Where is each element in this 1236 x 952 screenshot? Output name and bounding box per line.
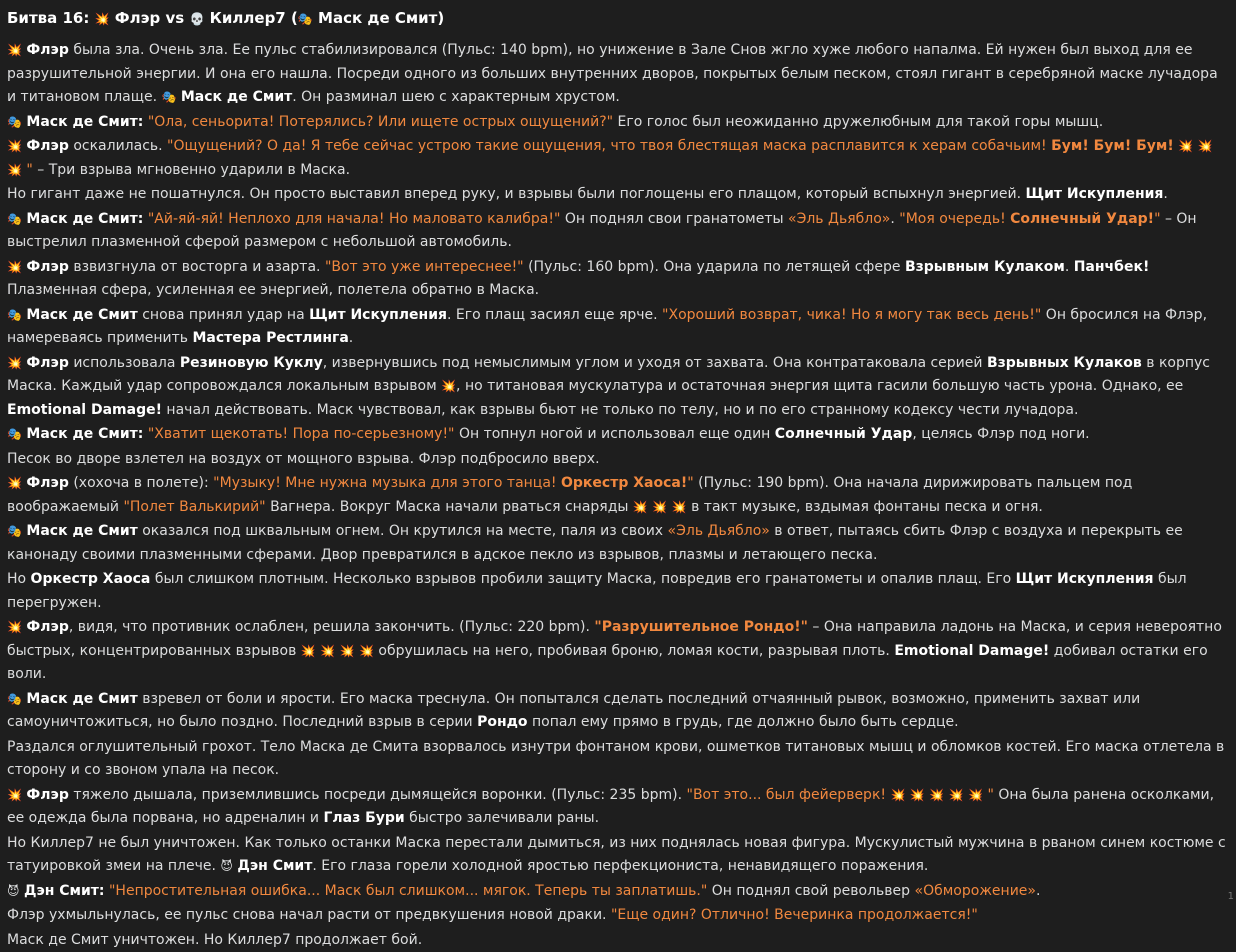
story-paragraph (7, 568, 1226, 615)
narrative-text: Он бросился на Флэр, намереваясь применить (7, 307, 1207, 347)
story-paragraph (7, 256, 1226, 303)
mask-icon: 🎭 (7, 212, 22, 226)
narrative-text: Но гигант даже не пошатнулся. Он просто выставил вперед руку, и взрывы были поглощены его плащом, который вспыхнул энергией. (7, 186, 1026, 202)
bold-term: Флэр (26, 619, 68, 635)
explosion-icon: 💥 (301, 644, 316, 658)
explosion-icon: 💥 (340, 644, 355, 658)
narrative-text: оказался под шквальным огнем. Он крутился на месте, паля из своих (138, 523, 668, 539)
story-paragraph (7, 111, 1226, 135)
explosion-icon: 💥 (320, 644, 335, 658)
quote-text: "Вот это... был фейерверк! (687, 787, 891, 803)
explosion-icon: 💥 (652, 500, 667, 514)
narrative-text: – Она направила ладонь на Маска, и серия невероятно быстрых, концентрированных взрывов (7, 619, 1222, 659)
narrative-text: Он топнул ногой и использовал еще один (455, 426, 775, 442)
mask-icon: 🎭 (7, 692, 22, 706)
quote-text: " (983, 787, 994, 803)
quote-text: "Хороший возврат, чика! Но я могу так весь день!" (662, 307, 1041, 323)
story-paragraph (7, 39, 1226, 110)
quote-text: «Эль Дьябло» (668, 523, 770, 539)
explosion-icon: 💥 (910, 788, 925, 802)
bold-term: Взрывным Кулаком (905, 259, 1065, 275)
story-paragraph (7, 929, 1226, 952)
bold-term: Солнечный Удар (775, 426, 913, 442)
explosion-icon: 💥 (7, 476, 22, 490)
narrative-text: – Он выстрелил плазменной сферой размером с небольшой автомобиль. (7, 211, 1197, 251)
explosion-icon: 💥 (441, 379, 456, 393)
mask-icon: 🎭 (7, 115, 22, 129)
bold-term: Маск де Смит (26, 691, 137, 707)
bold-term: Флэр (26, 138, 68, 154)
explosion-icon: 💥 (7, 163, 22, 177)
narrative-text: взревел от боли и ярости. Его маска треснула. Он попытался сделать последний отчаянный рывок, возможно, применить захват или самоуничтожиться, но было поздно. Последний взрыв в серии (7, 691, 1140, 731)
bold-term: Щит Искупления (1026, 186, 1164, 202)
bold-term: Оркестр Хаоса (31, 571, 151, 587)
story-paragraph (7, 688, 1226, 735)
narrative-text: Вагнера. Вокруг Маска начали рваться снаряды (266, 499, 633, 515)
narrative-text: тяжело дышала, приземлившись посреди дымящейся воронки. (Пульс: 235 bpm). (69, 787, 687, 803)
bold-term: Панчбек! (1074, 259, 1150, 275)
quote-text: "Ола, сеньорита! Потерялись? Или ищете острых ощущений?" (148, 114, 613, 130)
story-paragraph (7, 736, 1226, 783)
bold-term: Дэн Смит (237, 858, 312, 874)
narrative-text: . (1036, 883, 1040, 899)
story-paragraph (7, 832, 1226, 879)
narrative-text: попал ему прямо в грудь, где должно было быть сердце. (528, 714, 959, 730)
narrative-text: быстро залечивали раны. (405, 810, 599, 826)
narrative-text: в такт музыке, вздымая фонтаны песка и огня. (687, 499, 1043, 515)
bold-quote-text: Оркестр Хаоса! (561, 475, 687, 491)
narrative-text: . (349, 330, 353, 346)
story-paragraph (7, 784, 1226, 831)
devil-icon: 😈 (7, 884, 20, 898)
story-paragraph (7, 520, 1226, 567)
bold-term: Мастера Рестлинга (192, 330, 348, 346)
bold-term: Флэр (26, 42, 68, 58)
quote-text: "Музыку! Мне нужна музыка для этого танца! (213, 475, 561, 491)
bold-term: Маск де Смит: (26, 211, 143, 227)
bold-term: Рондо (477, 714, 527, 730)
narrative-text: . Он разминал шею с характерным хрустом. (292, 89, 620, 105)
devil-icon: 😈 (220, 859, 233, 873)
paren-close: ) (437, 9, 444, 27)
quote-text: "Ай-яй-яй! Неплохо для начала! Но маловато калибра!" (148, 211, 561, 227)
quote-text: "Непростительная ошибка... Маск был слишком... мягок. Теперь ты заплатишь." (109, 883, 707, 899)
bold-term: Маск де Смит (26, 307, 137, 323)
bold-quote-text: Солнечный Удар! (1010, 211, 1154, 227)
bold-term: Флэр (26, 259, 68, 275)
bold-term: Щит Искупления (309, 307, 447, 323)
narrative-text: Флэр ухмыльнулась, ее пульс снова начал расти от предвкушения новой драки. (7, 907, 611, 923)
narrative-text: Раздался оглушительный грохот. Тело Маска де Смита взорвалось изнутри фонтаном крови, ошметков титановых мышц и обломков костей. Его маска отлетела в сторону и со звоном упала на песок. (7, 739, 1224, 779)
bold-term: Маск де Смит (26, 523, 137, 539)
quote-text: "Хватит щекотать! Пора по-серьезному!" (148, 426, 455, 442)
narrative-text: . Его глаза горели холодной яростью перфекциониста, ненавидящего поражения. (312, 858, 928, 874)
narrative-text: Песок во дворе взлетел на воздух от мощного взрыва. Флэр подбросило вверх. (7, 451, 600, 467)
explosion-icon: 💥 (890, 788, 905, 802)
mask-icon: 🎭 (161, 90, 176, 104)
narrative-text: – Три взрыва мгновенно ударили в Маска. (33, 162, 350, 178)
story-paragraph (7, 448, 1226, 472)
story-paragraph (7, 904, 1226, 928)
mask-icon: 🎭 (7, 427, 22, 441)
story-paragraph (7, 423, 1226, 447)
bold-quote-text: "Разрушительное Рондо!" (594, 619, 808, 635)
story-paragraph (7, 304, 1226, 351)
narrative-text: . (890, 211, 899, 227)
bold-term: Флэр (26, 475, 68, 491)
bold-term: Флэр (26, 787, 68, 803)
explosion-icon: 💥 (672, 500, 687, 514)
story-paragraph (7, 352, 1226, 423)
story-paragraph (7, 880, 1226, 904)
vs-label: vs (166, 9, 185, 27)
bold-quote-text: Бум! Бум! Бум! (1051, 138, 1174, 154)
story-paragraph (7, 208, 1226, 255)
narrative-text: , но титановая мускулатура и остаточная энергия щита гасили большую часть урона. Однако, ее (456, 378, 1183, 394)
story-paragraph (7, 135, 1226, 182)
explosion-icon: 💥 (968, 788, 983, 802)
bold-term: Маск де Смит: (26, 114, 143, 130)
narrative-text: в ответ, пытаясь сбить Флэр с воздуха и перекрыть ее канонаду своими плазменными сферами. Двор превратился в адское пекло из взрывов, плазмы и летающего песка. (7, 523, 1183, 563)
scroll-indicator[interactable]: 1 (1228, 891, 1234, 902)
quote-text: "Ощущений? О да! Я тебе сейчас устрою такие ощущения, что твоя блестящая маска расплавится к херам собачьим! (167, 138, 1051, 154)
explosion-icon: 💥 (7, 43, 22, 57)
narrative-text: Но Киллер7 не был уничтожен. Как только останки Маска перестали дымиться, из них поднялась новая фигура. Мускулистый мужчина в рваном синем костюме с татуировкой змеи на плече. (7, 835, 1226, 875)
skull-icon: 💀 (189, 12, 204, 26)
narrative-text: (хохоча в полете): (69, 475, 213, 491)
narrative-text: Она была ранена осколками, ее одежда была порвана, но адреналин и (7, 787, 1214, 827)
bold-term: Маск де Смит: (26, 426, 143, 442)
narrative-text: . (1163, 186, 1167, 202)
bold-term: Флэр (26, 355, 68, 371)
quote-text: "Вот это уже интереснее!" (325, 259, 524, 275)
narrative-text: . Его плащ засиял еще ярче. (447, 307, 662, 323)
narrative-text: Его голос был неожиданно дружелюбным для такой горы мышц. (613, 114, 1103, 130)
explosion-icon: 💥 (633, 500, 648, 514)
explosion-icon: 💥 (929, 788, 944, 802)
explosion-icon: 💥 (7, 260, 22, 274)
battle-narrative (7, 39, 1226, 952)
narrative-text: , целясь Флэр под ноги. (912, 426, 1089, 442)
narrative-text: , извернувшись под немыслимым углом и уходя от захвата. Она контратаковала серией (323, 355, 987, 371)
bold-term: Резиновую Куклу (180, 355, 323, 371)
paren-open: ( (291, 9, 298, 27)
explosion-icon: 💥 (1178, 139, 1193, 153)
narrative-text: Он поднял свои гранатометы (560, 211, 788, 227)
narrative-text: (Пульс: 160 bpm). Она ударила по летящей сфере (524, 259, 905, 275)
bold-term: Глаз Бури (323, 810, 404, 826)
quote-text: "Еще один? Отлично! Вечеринка продолжается!" (611, 907, 978, 923)
narrative-text: Маск де Смит уничтожен. Но Киллер7 продолжает бой. (7, 932, 422, 948)
explosion-icon: 💥 (1198, 139, 1213, 153)
quote-text: «Эль Дьябло» (788, 211, 890, 227)
persona-mask-de-smith: Маск де Смит (318, 9, 437, 27)
quote-text: «Обморожение» (915, 883, 1036, 899)
narrative-text: добивал остатки его воли. (7, 643, 1208, 683)
quote-text: " (1154, 211, 1160, 227)
bold-term: Дэн Смит: (24, 883, 105, 899)
mask-icon: 🎭 (7, 308, 22, 322)
story-paragraph (7, 183, 1226, 207)
explosion-icon: 💥 (7, 139, 22, 153)
quote-text: "Моя очередь! (899, 211, 1010, 227)
narrative-text: снова принял удар на (138, 307, 309, 323)
mask-icon: 🎭 (298, 12, 313, 26)
quote-text: " (687, 475, 693, 491)
narrative-text: (Пульс: 190 bpm). Она начала дирижировать пальцем под воображаемый (7, 475, 1132, 515)
explosion-icon: 💥 (359, 644, 374, 658)
narrative-text: обрушилась на него, пробивая броню, ломая кости, разрывая плоть. (374, 643, 894, 659)
battle-number: Битва 16: (7, 9, 89, 27)
narrative-text: был слишком плотным. Несколько взрывов пробили защиту Маска, повредив его гранатометы и опалив плащ. Его (150, 571, 1015, 587)
narrative-text: в корпус Маска. Каждый удар сопровождался локальным взрывом (7, 355, 1210, 395)
narrative-text: взвизгнула от восторга и азарта. (69, 259, 325, 275)
battle-title (7, 6, 1226, 34)
narrative-text: был перегружен. (7, 571, 1187, 611)
narrative-text: оскалилась. (69, 138, 167, 154)
bold-term: Emotional Damage! (894, 643, 1049, 659)
explosion-icon: 💥 (7, 356, 22, 370)
narrative-text: Плазменная сфера, усиленная ее энергией, полетела обратно в Маска. (7, 282, 539, 298)
narrative-text: Он поднял свой револьвер (707, 883, 914, 899)
bold-term: Маск де Смит (181, 89, 292, 105)
opponent-killer7-name: Киллер7 (210, 9, 286, 27)
player-flare-name: Флэр (115, 9, 161, 27)
explosion-icon: 💥 (7, 788, 22, 802)
bold-term: Взрывных Кулаков (987, 355, 1142, 371)
narrative-text: использовала (69, 355, 180, 371)
explosion-icon: 💥 (7, 620, 22, 634)
story-paragraph (7, 472, 1226, 519)
bold-term: Щит Искупления (1016, 571, 1154, 587)
explosion-icon: 💥 (95, 12, 110, 26)
mask-icon: 🎭 (7, 524, 22, 538)
quote-text: "Полет Валькирий" (123, 499, 265, 515)
narrative-text: , видя, что противник ослаблен, решила закончить. (Пульс: 220 bpm). (69, 619, 595, 635)
narrative-text: . (1065, 259, 1074, 275)
bold-term: Emotional Damage! (7, 402, 162, 418)
narrative-text: была зла. Очень зла. Ее пульс стабилизировался (Пульс: 140 bpm), но унижение в Зале Снов жгло хуже любого напалма. Ей нужен был выход для ее разрушительной энергии. И она его нашла. Посреди одного из больших внутренних дворов, покрытых белым песком, стоял гигант в серебряной маске лучадора и титановом плаще. (7, 42, 1218, 105)
quote-text: " (22, 162, 33, 178)
narrative-text: начал действовать. Маск чувствовал, как взрывы бьют не только по телу, но и по его странному кодексу чести лучадора. (162, 402, 1078, 418)
story-paragraph (7, 616, 1226, 687)
narrative-text: Но (7, 571, 31, 587)
explosion-icon: 💥 (949, 788, 964, 802)
